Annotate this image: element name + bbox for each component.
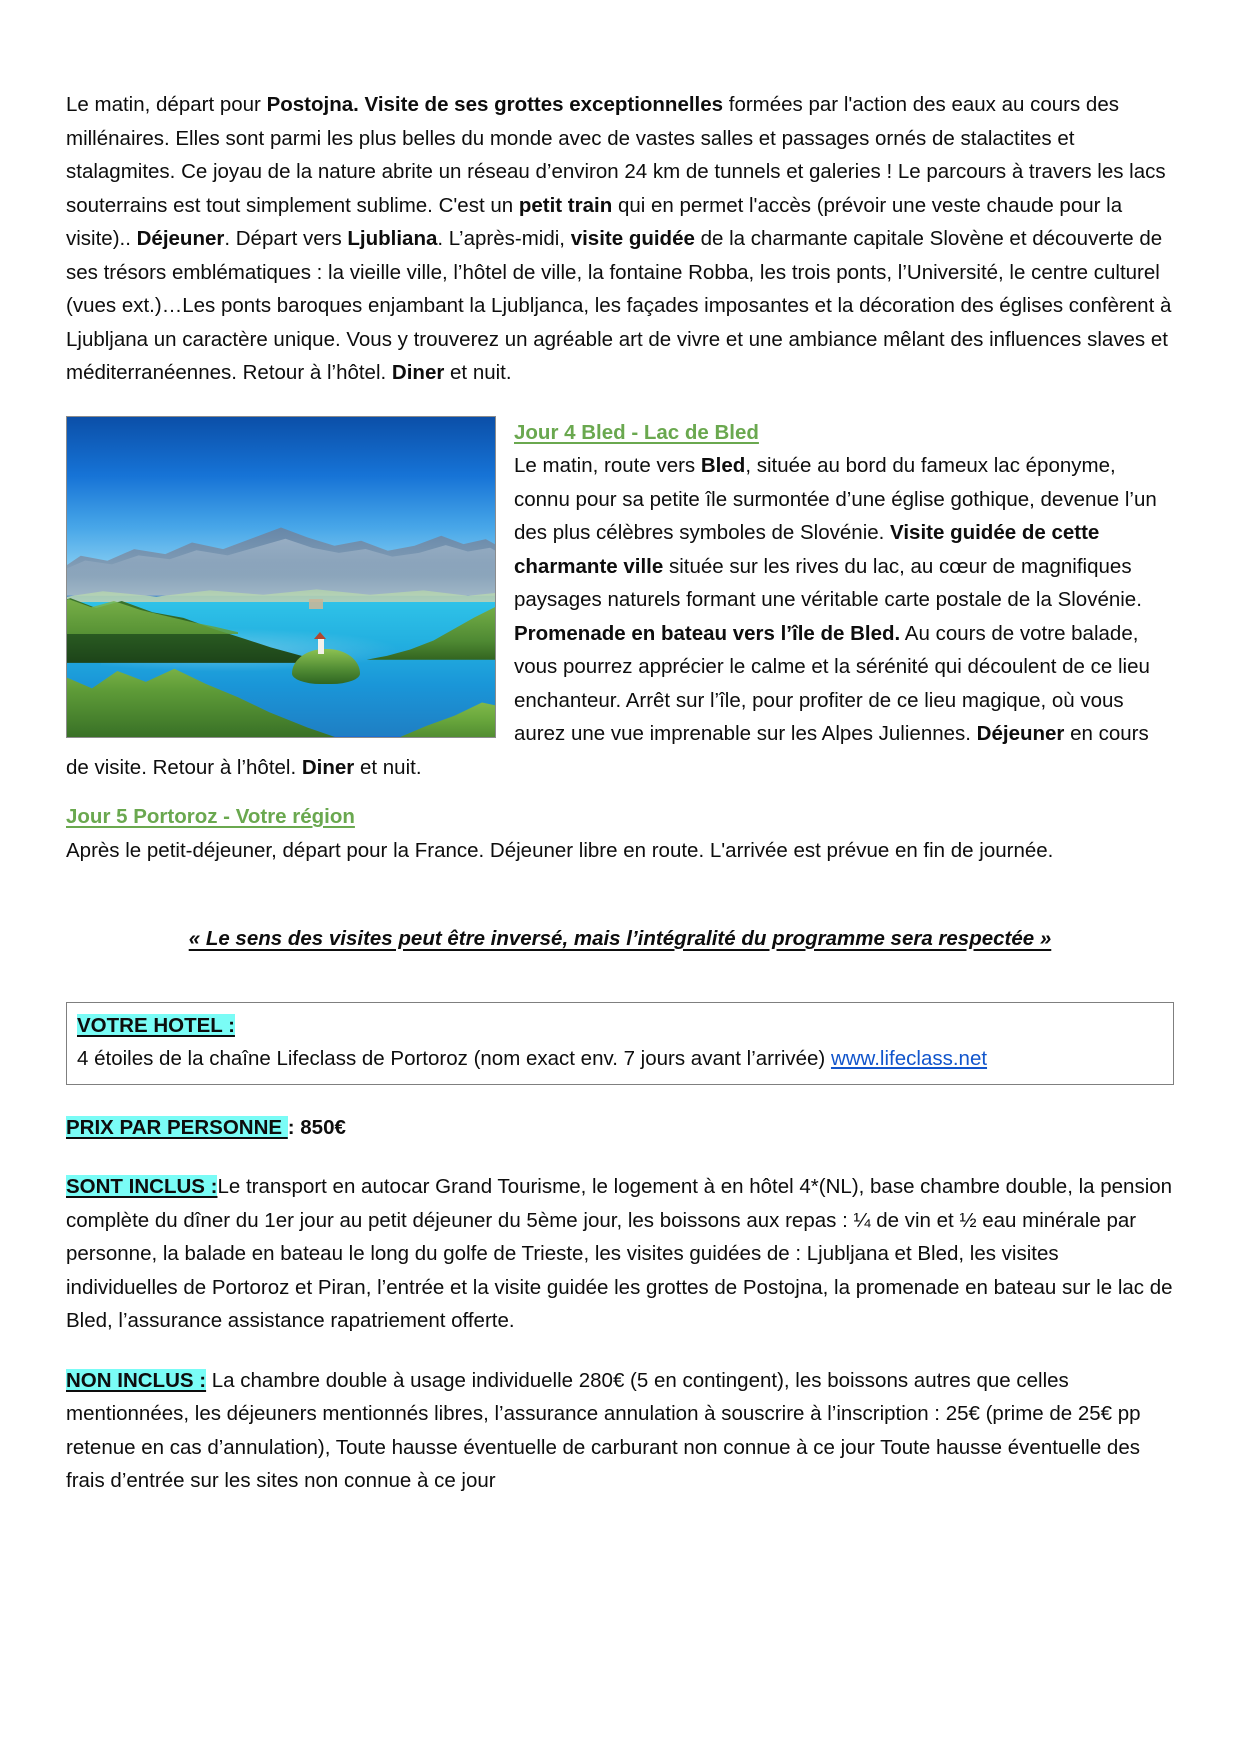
intro-run-3: qui en permet l'accès (prévoir une veste chaude pour la visite).. xyxy=(66,193,1123,250)
intro-run-6: de la charmante capitale Slovène et découverte de ses trésors emblématiques : la vieille ville, l’hôtel de ville, la fontaine Robba, les trois ponts, l’Université, le centre culturel (vues ext.)…Les ponts baroques enjambant la Ljubljanca, les façades imposantes et la décoration des églises confèrent à Ljubljana un caractère unique. Vous y trouverez un agréable art de vivre et une ambiance mêlant des influences slaves et méditerranéennes. Retour à l’hôtel. xyxy=(66,227,1172,384)
price-value: 850€ xyxy=(300,1115,346,1139)
day4-bold-2: Visite guidée de cette charmante ville xyxy=(514,521,1100,578)
lake-bled-photo xyxy=(66,416,496,738)
intro-bold-2: petit train xyxy=(518,193,613,217)
day5-paragraph: Après le petit-déjeuner, départ pour la France. Déjeuner libre en route. L'arrivée est prévue en fin de journée. xyxy=(66,838,1054,862)
day5-heading-line xyxy=(66,800,1174,834)
spacer xyxy=(66,976,1174,1002)
day5-heading: Jour 5 Portoroz - Votre région xyxy=(66,805,355,828)
intro-paragraph xyxy=(66,88,1174,390)
intro-run-1: Le matin, départ pour xyxy=(66,93,267,116)
day4-run-3: située sur les rives du lac, au cœur de magnifiques paysages naturels formant une véritable carte postale de la Slovénie. xyxy=(514,554,1142,611)
day4-bold-1: Bled xyxy=(700,454,746,477)
intro-run-4: . Départ vers xyxy=(224,227,348,250)
spacer xyxy=(66,784,1174,800)
not-included-label: NON INCLUS : xyxy=(66,1368,207,1392)
church-roof xyxy=(314,632,326,639)
hotel-detail-text: 4 étoiles de la chaîne Lifeclass de Portoroz (nom exact env. 7 jours avant l’arrivée) xyxy=(77,1047,831,1070)
price-line xyxy=(66,1111,1174,1145)
day4-bold-5: Diner xyxy=(301,755,355,779)
intro-bold-5: visite guidée xyxy=(570,227,695,250)
day4-block xyxy=(66,416,1174,834)
program-note: « Le sens des visites peut être inversé, mais l’intégralité du programme sera respectée » xyxy=(188,926,1052,950)
hotel-detail-line xyxy=(77,1042,1163,1076)
day4-run-4: Au cours de votre balade, vous pourrez apprécier le calme et la sérénité qui découlent de ce lieu enchanteur. Arrêt sur l’île, pour profiter de ce lieu magique, où vous aurez une vue imprenable sur les Alpes Juliennes. xyxy=(514,621,1150,745)
intro-bold-4: Ljubliana xyxy=(347,227,438,250)
spacer xyxy=(66,390,1174,416)
day4-heading: Jour 4 Bled - Lac de Bled xyxy=(514,420,759,444)
spacer xyxy=(66,1338,1174,1364)
hotel-label: VOTRE HOTEL : xyxy=(77,1013,235,1037)
day4-run-2: , située au bord du fameux lac éponyme, connu pour sa petite île surmontée d’une église gothique, devenue l’un des plus célèbres symboles de Slovénie. xyxy=(514,454,1157,544)
included-text: Le transport en autocar Grand Tourisme, le logement à en hôtel 4*(NL), base chambre double, la pension complète du dîner du 1er jour au petit déjeuner du 5ème jour, les boissons aux repas : ¼ de vin et ½ eau minérale par personne, la balade en bateau le long du golfe de Trieste, les visites guidées de : Ljubljana et Bled, les visites individuelles de Portoroz et Piran, l’entrée et la visite guidée les grottes de Postojna, la promenade en bateau sur le lac de Bled, l’assurance assistance rapatriement offerte. xyxy=(66,1175,1173,1332)
included-paragraph xyxy=(66,1170,1174,1338)
spacer xyxy=(66,867,1174,901)
day4-bold-3: Promenade en bateau vers l’île de Bled. xyxy=(514,621,901,645)
included-label: SONT INCLUS : xyxy=(66,1175,218,1198)
intro-run-2: formées par l'action des eaux au cours des millénaires. Elles sont parmi les plus belles du monde avec de vastes salles et passages ornés de stalactites et stalagmites. Ce joyau de la nature abrite un réseau d’environ 24 km de tunnels et galeries ! Le parcours à travers les lacs souterrains est tout simplement sublime. C'est un xyxy=(66,93,1166,217)
day4-run-1: Le matin, route vers xyxy=(514,454,701,477)
church-tower xyxy=(318,638,324,654)
intro-run-5: . L’après-midi, xyxy=(437,227,571,250)
day4-run-6: et nuit. xyxy=(354,755,422,779)
lifeclass-link[interactable]: www.lifeclass.net xyxy=(830,1047,988,1070)
hotel-box xyxy=(66,1002,1174,1085)
intro-bold-3: Déjeuner xyxy=(136,227,225,250)
not-included-text: La chambre double à usage individuelle 280€ (5 en contingent), les boissons autres que celles mentionnées, les déjeuners mentionnés libres, l’assurance annulation à souscrire à l’inscription : 25€ (prime de 25€ pp retenue en cas d’annulation), Toute hausse éventuelle de carburant non connue à ce jour Toute hausse éventuelle des frais d’entrée sur les sites non connue à ce jour xyxy=(66,1368,1141,1492)
photo-canvas xyxy=(67,417,495,737)
intro-bold-1: Postojna. Visite de ses grottes exceptionnelles xyxy=(266,93,724,116)
price-separator: : xyxy=(287,1115,301,1139)
intro-bold-6: Diner xyxy=(391,361,445,384)
spacer xyxy=(66,1144,1174,1170)
price-label: PRIX PAR PERSONNE xyxy=(66,1115,288,1139)
day4-bold-4: Déjeuner xyxy=(976,722,1065,745)
intro-run-7: et nuit. xyxy=(444,361,512,384)
hotel-label-line xyxy=(77,1009,1163,1043)
day4-run-5: en cours de visite. Retour à l’hôtel. xyxy=(66,722,1149,779)
bled-castle xyxy=(309,599,323,609)
spacer xyxy=(66,1085,1174,1111)
not-included-paragraph xyxy=(66,1364,1174,1498)
